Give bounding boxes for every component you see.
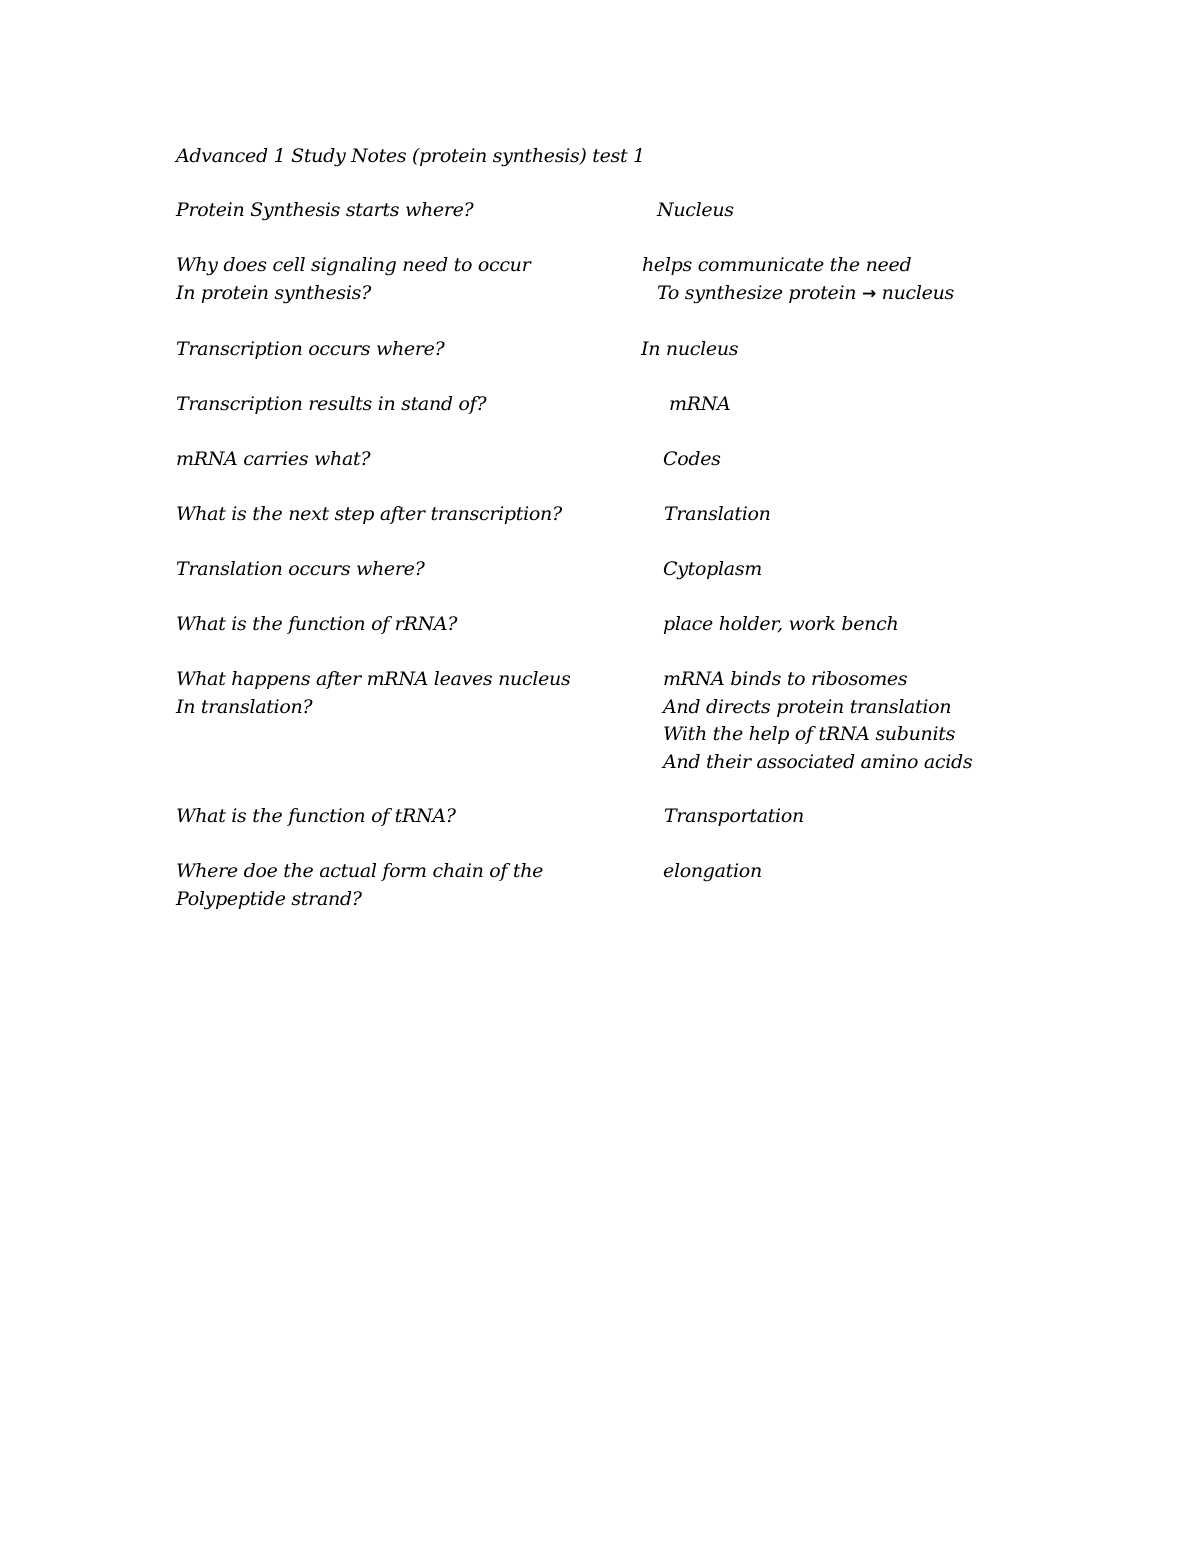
answer: [657, 197, 734, 225]
question-line: Translation occurs where?: [176, 558, 425, 580]
answer-line: Cytoplasm: [663, 558, 762, 580]
question-line: What is the function of rRNA?: [176, 613, 458, 635]
answer: [669, 391, 730, 419]
question-line: Transcription results in stand of?: [176, 393, 487, 415]
question: [176, 446, 616, 474]
answer: [663, 611, 898, 639]
question-line: In translation?: [176, 695, 313, 718]
answer-line: place holder, work bench: [663, 613, 899, 635]
answer-line: Translation: [664, 503, 771, 525]
answer-line: mRNA: [669, 393, 731, 415]
question-line: Where doe the actual form chain of the: [176, 860, 544, 882]
answer: [664, 501, 771, 529]
answer-line: [642, 280, 954, 308]
answer-line: elongation: [663, 860, 762, 882]
page-title: Advanced 1 Study Notes (protein synthesis) test 1: [176, 145, 645, 167]
question-line: Polypeptide strand?: [176, 887, 362, 910]
question-line: Transcription occurs where?: [176, 338, 445, 360]
question: [176, 858, 616, 913]
answer: [664, 803, 804, 831]
question: [176, 336, 616, 364]
question-line: What happens after mRNA leaves nucleus: [176, 668, 571, 690]
question: [176, 252, 616, 307]
question: [176, 611, 616, 639]
answer-line: With the help of tRNA subunits: [663, 723, 956, 745]
answer-text: nucleus: [881, 281, 954, 304]
answer-line: Nucleus: [657, 199, 734, 221]
answer-line: And directs protein translation: [663, 695, 952, 718]
question-line: mRNA carries what?: [176, 448, 371, 470]
question: [176, 556, 616, 584]
question-line: Why does cell signaling need to occur: [176, 254, 531, 276]
answer-line: Transportation: [664, 805, 804, 827]
question: [176, 197, 616, 225]
right-arrow-icon: →: [861, 283, 876, 304]
answer-line: In nucleus: [641, 338, 739, 360]
question: [176, 666, 616, 721]
answer-line: helps communicate the need: [642, 254, 912, 276]
question-line: In protein synthesis?: [176, 281, 372, 304]
answer-line: And their associated amino acids: [663, 750, 973, 773]
answer: [663, 666, 972, 776]
answer: [641, 336, 738, 364]
question-line: Protein Synthesis starts where?: [176, 199, 474, 221]
question-line: What is the function of tRNA?: [176, 805, 456, 827]
answer-line: mRNA binds to ribosomes: [663, 668, 908, 690]
question: [176, 391, 616, 419]
question-line: What is the next step after transcription?: [176, 503, 562, 525]
answer-line: Codes: [663, 448, 721, 470]
question: [176, 501, 616, 529]
answer: [642, 252, 954, 307]
answer-text: To synthesize protein: [657, 281, 857, 304]
answer: [663, 858, 762, 886]
question: [176, 803, 616, 831]
answer: [663, 446, 721, 474]
answer: [663, 556, 762, 584]
